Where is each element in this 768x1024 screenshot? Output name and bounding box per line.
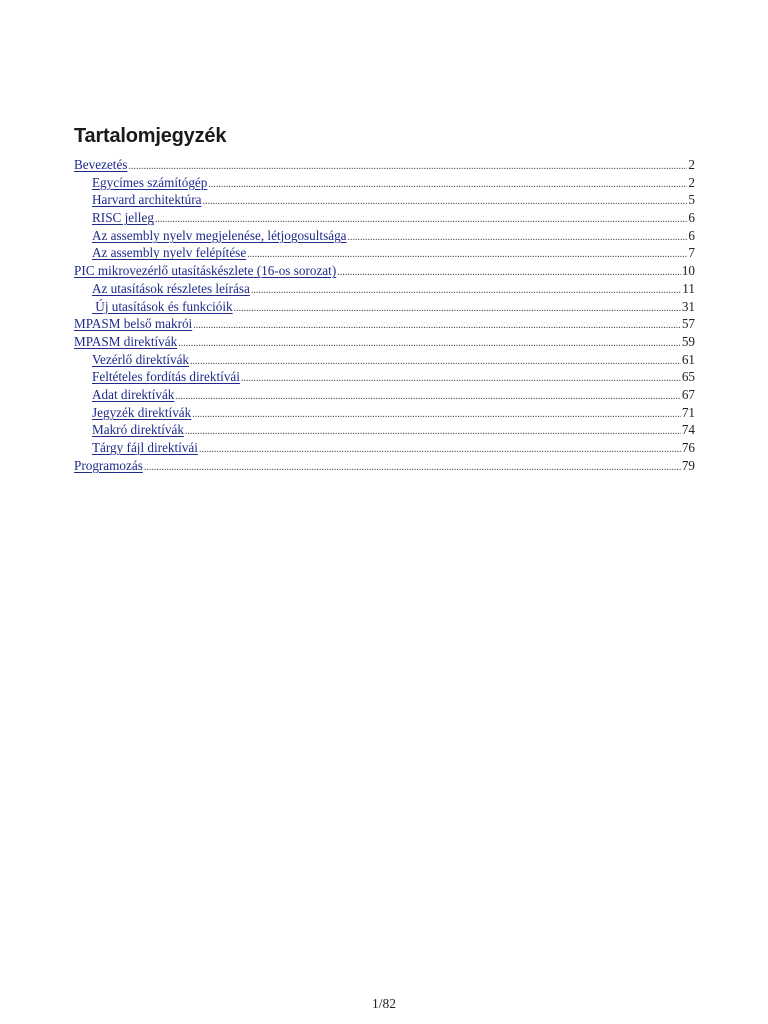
toc-link[interactable]: Adat direktívák: [92, 386, 175, 402]
toc-title: Tartalomjegyzék: [74, 125, 227, 147]
toc-page-number: 61: [681, 351, 695, 367]
toc-entry-felteteles-forditas: [74, 368, 695, 386]
toc-link[interactable]: Az assembly nyelv felépítése: [92, 245, 247, 261]
toc-page-number: 79: [681, 457, 695, 473]
toc-link[interactable]: MPASM direktívák: [74, 333, 178, 349]
toc-entry-uj-utasitasok: [74, 298, 695, 316]
dot-leader: [144, 457, 681, 477]
toc-link[interactable]: Makró direktívák: [92, 422, 184, 438]
toc-page-number: 31: [681, 298, 695, 314]
toc-link[interactable]: Jegyzék direktívák: [92, 404, 192, 420]
toc-link[interactable]: Harvard architektúra: [92, 192, 202, 208]
page-number-footer: 1/82: [371, 996, 396, 1011]
toc-page-number: 2: [688, 174, 695, 190]
toc-link[interactable]: Tárgy fájl direktívái: [92, 440, 198, 455]
toc-link[interactable]: MPASM belső makrói: [74, 316, 193, 332]
toc-page-number: 59: [681, 333, 695, 349]
toc-page-number: 2: [688, 157, 695, 172]
toc-entry-mpasm-makroi: [74, 315, 695, 333]
toc-entry-targy-fajl-direktivai: [74, 439, 695, 457]
toc-link[interactable]: Feltételes fordítás direktívái: [92, 369, 240, 385]
toc-page-number: 5: [688, 192, 695, 208]
toc-page-number: 74: [681, 422, 695, 438]
toc-entry-assembly-felepitese: [74, 244, 695, 262]
toc-link[interactable]: Vezérlő direktívák: [92, 351, 190, 367]
toc-entry-risc-jelleg: [74, 209, 695, 227]
toc-entry-mpasm-direktivak: [74, 333, 695, 351]
toc-link[interactable]: Az assembly nyelv megjelenése, létjogosultsága: [92, 227, 347, 243]
toc-entry-adat-direktivak: [74, 386, 695, 404]
toc-page-number: 6: [688, 227, 695, 243]
toc-page-number: 10: [681, 263, 695, 279]
toc-link[interactable]: Programozás: [74, 457, 143, 473]
toc-entry-assembly-megjelenese: [74, 227, 695, 245]
toc-entry-vezerlo-direktivak: [74, 351, 695, 369]
toc-link[interactable]: Bevezetés: [74, 157, 128, 172]
toc-link[interactable]: Új utasítások és funkcióik: [92, 298, 233, 314]
toc-entry-bevezetes: [74, 156, 695, 174]
toc-page-number: 57: [681, 316, 695, 332]
toc-page-number: 76: [681, 440, 695, 455]
toc-link[interactable]: Egycímes számítógép: [92, 174, 208, 190]
toc-page-number: 65: [681, 369, 695, 385]
toc-link[interactable]: Az utasítások részletes leírása: [92, 280, 250, 296]
toc-page-number: 71: [681, 404, 695, 420]
toc-entry-harvard-architektura: [74, 191, 695, 209]
toc-entry-programozas: [74, 457, 695, 475]
toc-link[interactable]: PIC mikrovezérlő utasításkészlete (16-os sorozat): [74, 263, 337, 279]
toc-page-number: 6: [688, 210, 695, 226]
toc-entry-egycimes-szamitogep: [74, 174, 695, 192]
toc-page-number: 7: [688, 245, 695, 261]
toc-entry-pic-utasitaskeszlet: [74, 262, 695, 280]
toc-entry-utasitasok-leirasa: [74, 280, 695, 298]
toc-link[interactable]: RISC jelleg: [92, 210, 154, 226]
toc-page-number: 11: [682, 280, 695, 296]
toc-entry-jegyzek-direktivak: [74, 404, 695, 422]
toc-entry-makro-direktivak: [74, 421, 695, 439]
table-of-contents: [74, 156, 695, 474]
toc-page-number: 67: [681, 386, 695, 402]
